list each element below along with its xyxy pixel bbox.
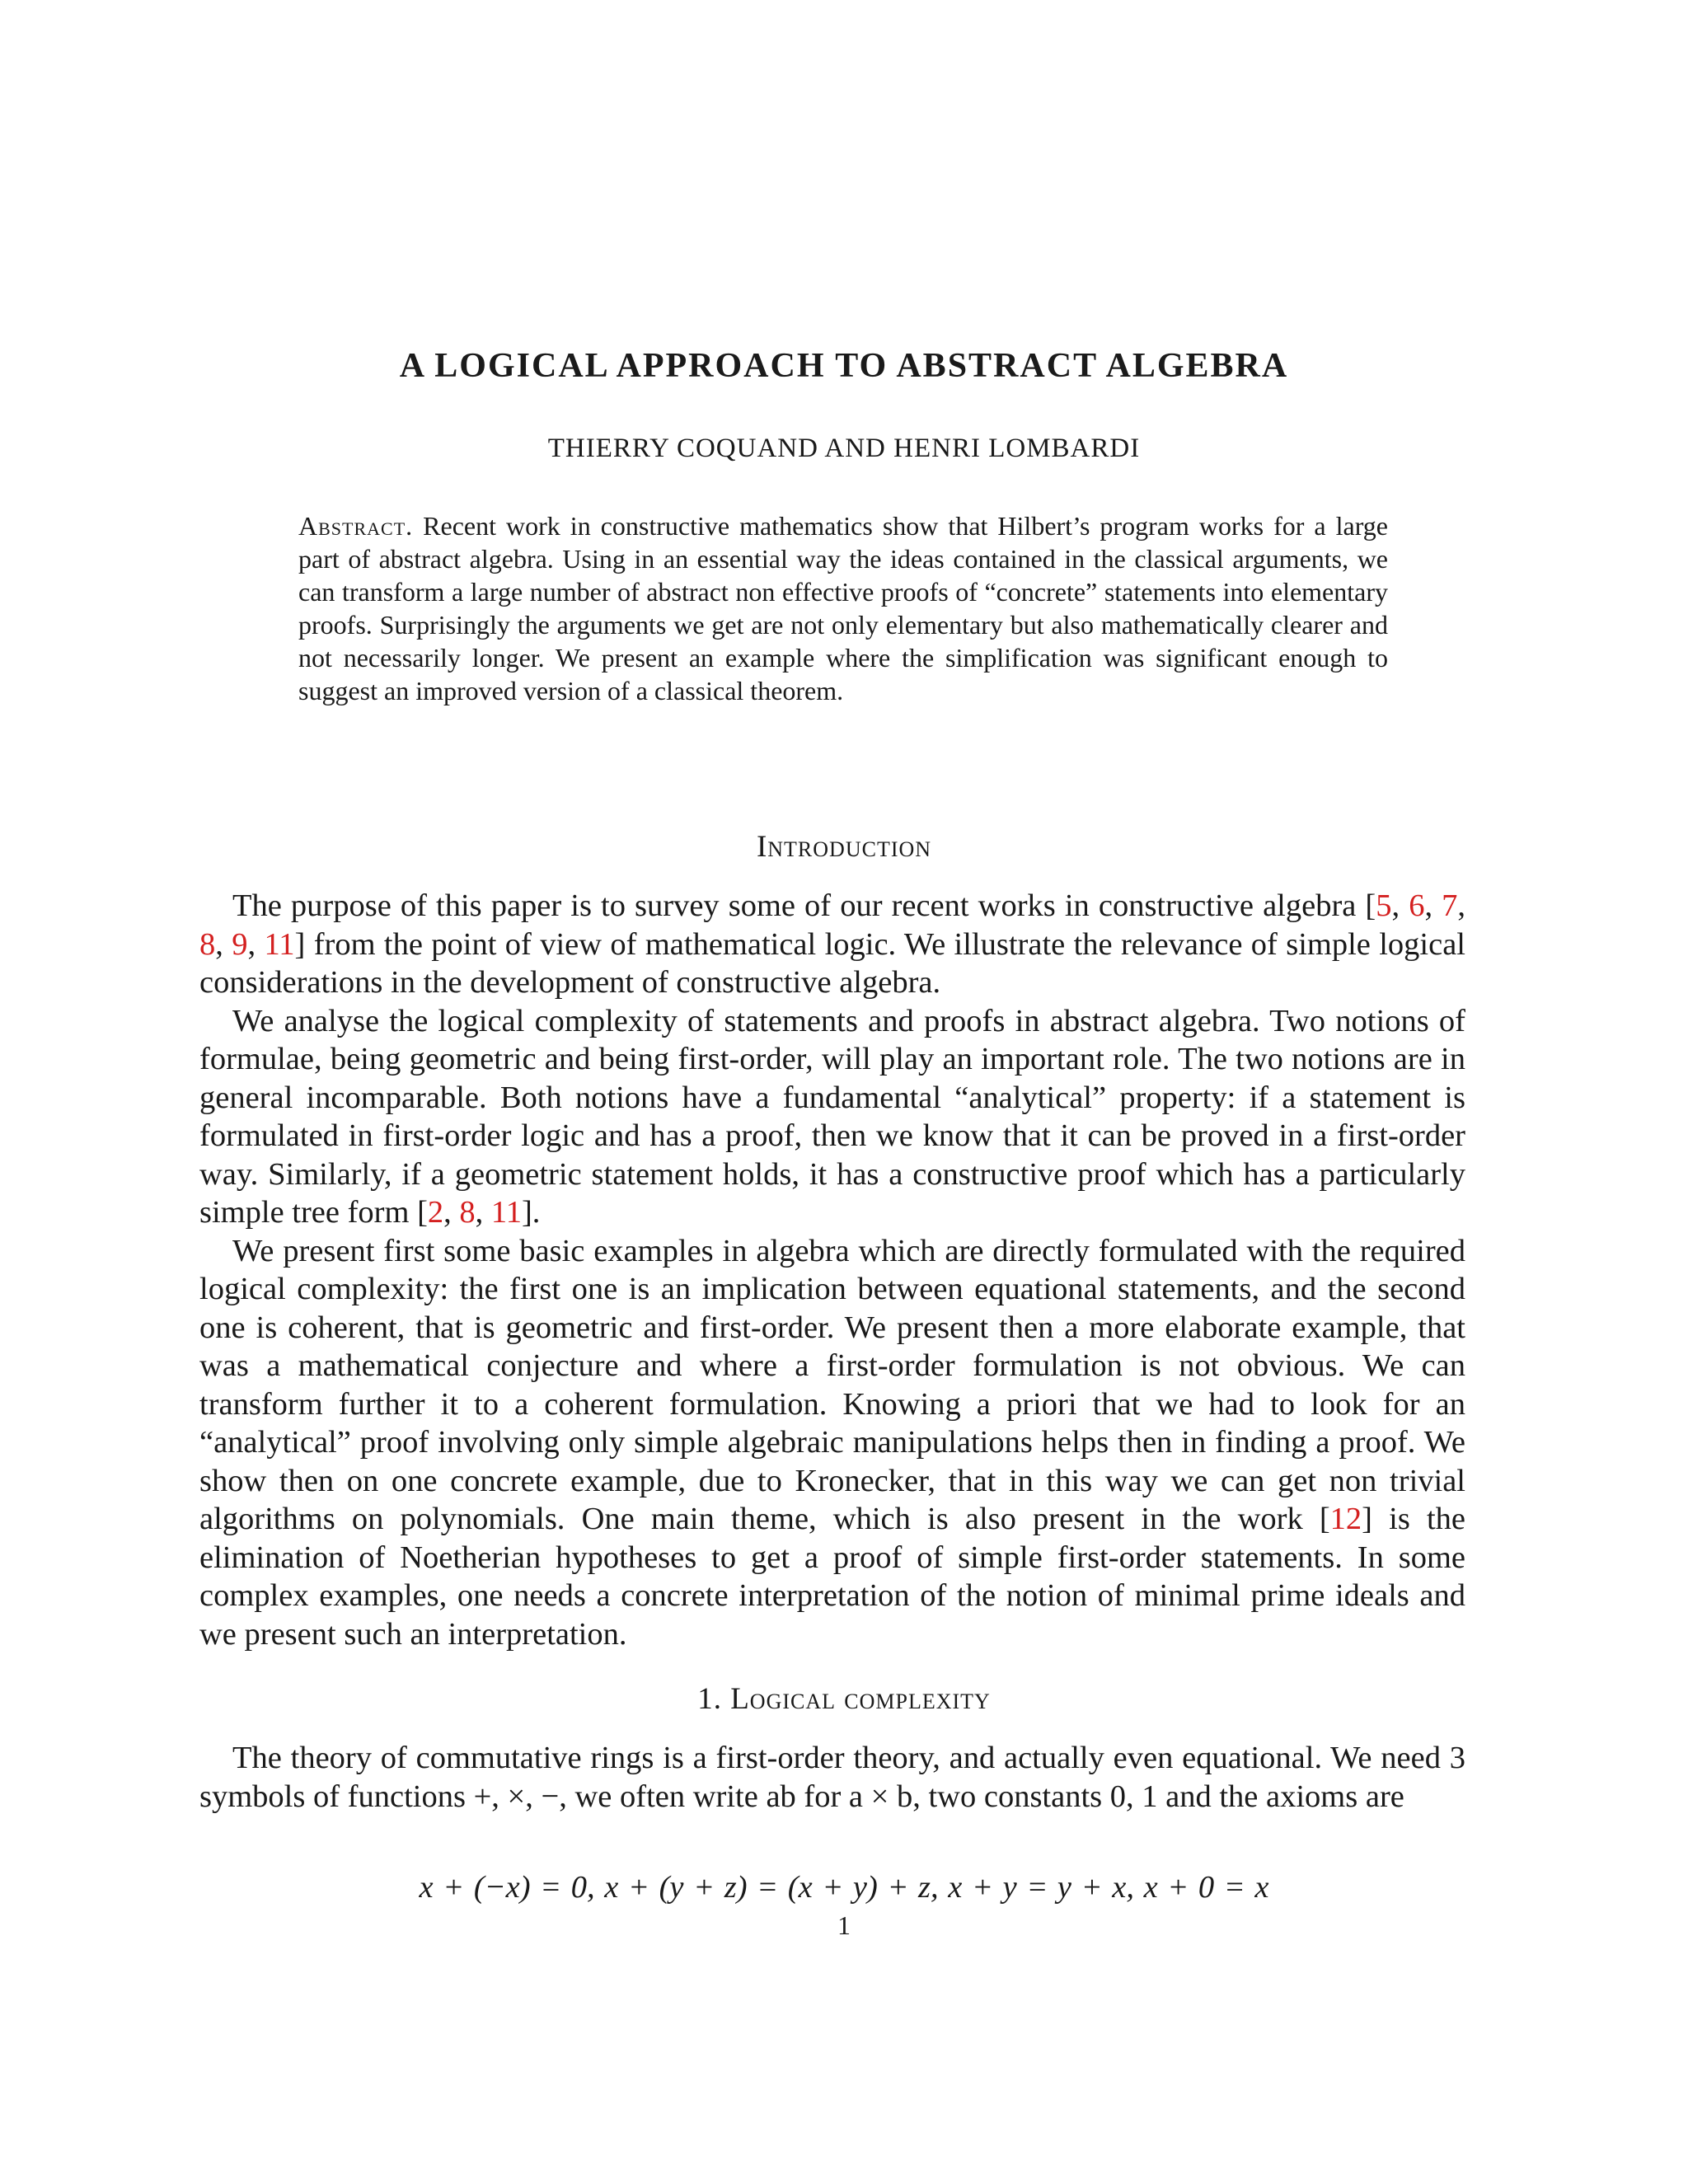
abstract-label: Abstract. [298, 511, 414, 541]
intro-p1-text-a: The purpose of this paper is to survey some of our recent works in constructive algebra [ [232, 888, 1376, 923]
section-1-paragraph-1: The theory of commutative rings is a first-order theory, and actually even equational. We need 3 symbols of functions +, ×, −, we often write ab for a × b, two constants 0, 1 and the axioms are [199, 1741, 1465, 1814]
intro-paragraph-2: We analyse the logical complexity of statements and proofs in abstract algebra. Two notions of formulae, being geometric and being first-order, will play an important role. The two notions are in general incomparable. Both notions have a fundamental “analytical” property: if a statement is formulated in first-order logic and has a proof, then we know that it can be proved in a first-order way. Similarly, if a geometric statement holds, it has a constructive proof which has a particularly simple tree form [2, 8, 11]. [199, 1003, 1465, 1230]
intro-p2-text-a: We analyse the logical complexity of statements and proofs in abstract algebra. Two notions of formulae, being geometric and being first-order, will play an important role. The two notions are in general incomparable. Both notions have a fundamental “analytical” property: if a statement is formulated in first-order logic and has a proof, then we know that it can be proved in a first-order way. Similarly, if a geometric statement holds, it has a constructive proof which has a particularly simple tree form [ [199, 1003, 1465, 1230]
citation-link[interactable]: 2 [427, 1195, 444, 1230]
citation-link[interactable]: 9 [232, 926, 248, 962]
citation-link[interactable]: 12 [1329, 1502, 1362, 1536]
citation-link[interactable]: 5 [1376, 888, 1392, 923]
citation-link[interactable]: 7 [1442, 888, 1458, 923]
citation-link[interactable]: 11 [490, 1195, 522, 1230]
section-1-heading: 1. Logical complexity [697, 1682, 991, 1716]
intro-p3-text-b: ] is the elimination of Noetherian hypotheses to get a proof of simple first-order statements. In some complex examples, one needs a concrete interpretation of the notion of minimal prime ideals and we present such an interpretation. [199, 1502, 1465, 1652]
introduction-heading: Introduction [756, 830, 932, 864]
intro-p1-text-b: ] from the point of view of mathematical logic. We illustrate the relevance of simple logical considerations in the development of constructive algebra. [199, 926, 1465, 1000]
intro-p3-text-a: We present first some basic examples in algebra which are directly formulated with the required logical complexity: the first one is an implication between equational statements, and the second one is coherent, that is geometric and first-order. We present then a more elaborate example, that was a mathematical conjecture and where a first-order formulation is not obvious. We can transform further it to a coherent formulation. Knowing a priori that we had to look for an “analytical” proof involving only simple algebraic manipulations helps then in finding a proof. We show then on one concrete example, due to Kronecker, that in this way we can get non trivial algorithms on polynomials. One main theme, which is also present in the work [ [199, 1233, 1465, 1536]
page-number: 1 [837, 1910, 851, 1940]
intro-p2-text-b: ]. [521, 1195, 541, 1230]
section-1-body [199, 1739, 1465, 1816]
citation-link[interactable]: 6 [1409, 888, 1425, 923]
abstract-text: Recent work in constructive mathematics show that Hilbert’s program works for a large part of abstract algebra. Using in an essential way the ideas contained in the classical arguments, we can transform a large number of abstract non effective proofs of “concrete” statements into elementary proofs. Surprisingly the arguments we get are not only elementary but also mathematically clearer and not necessarily longer. We present an example where the simplification was significant enough to suggest an improved version of a classical theorem. [298, 511, 1388, 705]
paper-authors: THIERRY COQUAND AND HENRI LOMBARDI [547, 434, 1141, 463]
citation-link[interactable]: 8 [459, 1195, 476, 1230]
intro-paragraph-3 [199, 1232, 1465, 1654]
citation-link[interactable]: 8 [199, 926, 216, 962]
abstract-block [298, 509, 1388, 707]
introduction-body [199, 887, 1465, 1653]
ring-axioms-equation: x + (−x) = 0, x + (y + z) = (x + y) + z, x + y = y + x, x + 0 = x [419, 1870, 1269, 1905]
paper-title: A LOGICAL APPROACH TO ABSTRACT ALGEBRA [399, 347, 1289, 385]
intro-paragraph-1: The purpose of this paper is to survey some of our recent works in constructive algebra [5, 6, 7, 8, 9, 11] from the point of view of mathematical logic. We illustrate the relevance of simple logical considerations in the development of constructive algebra. [199, 888, 1466, 1000]
citation-link[interactable]: 11 [264, 926, 295, 962]
